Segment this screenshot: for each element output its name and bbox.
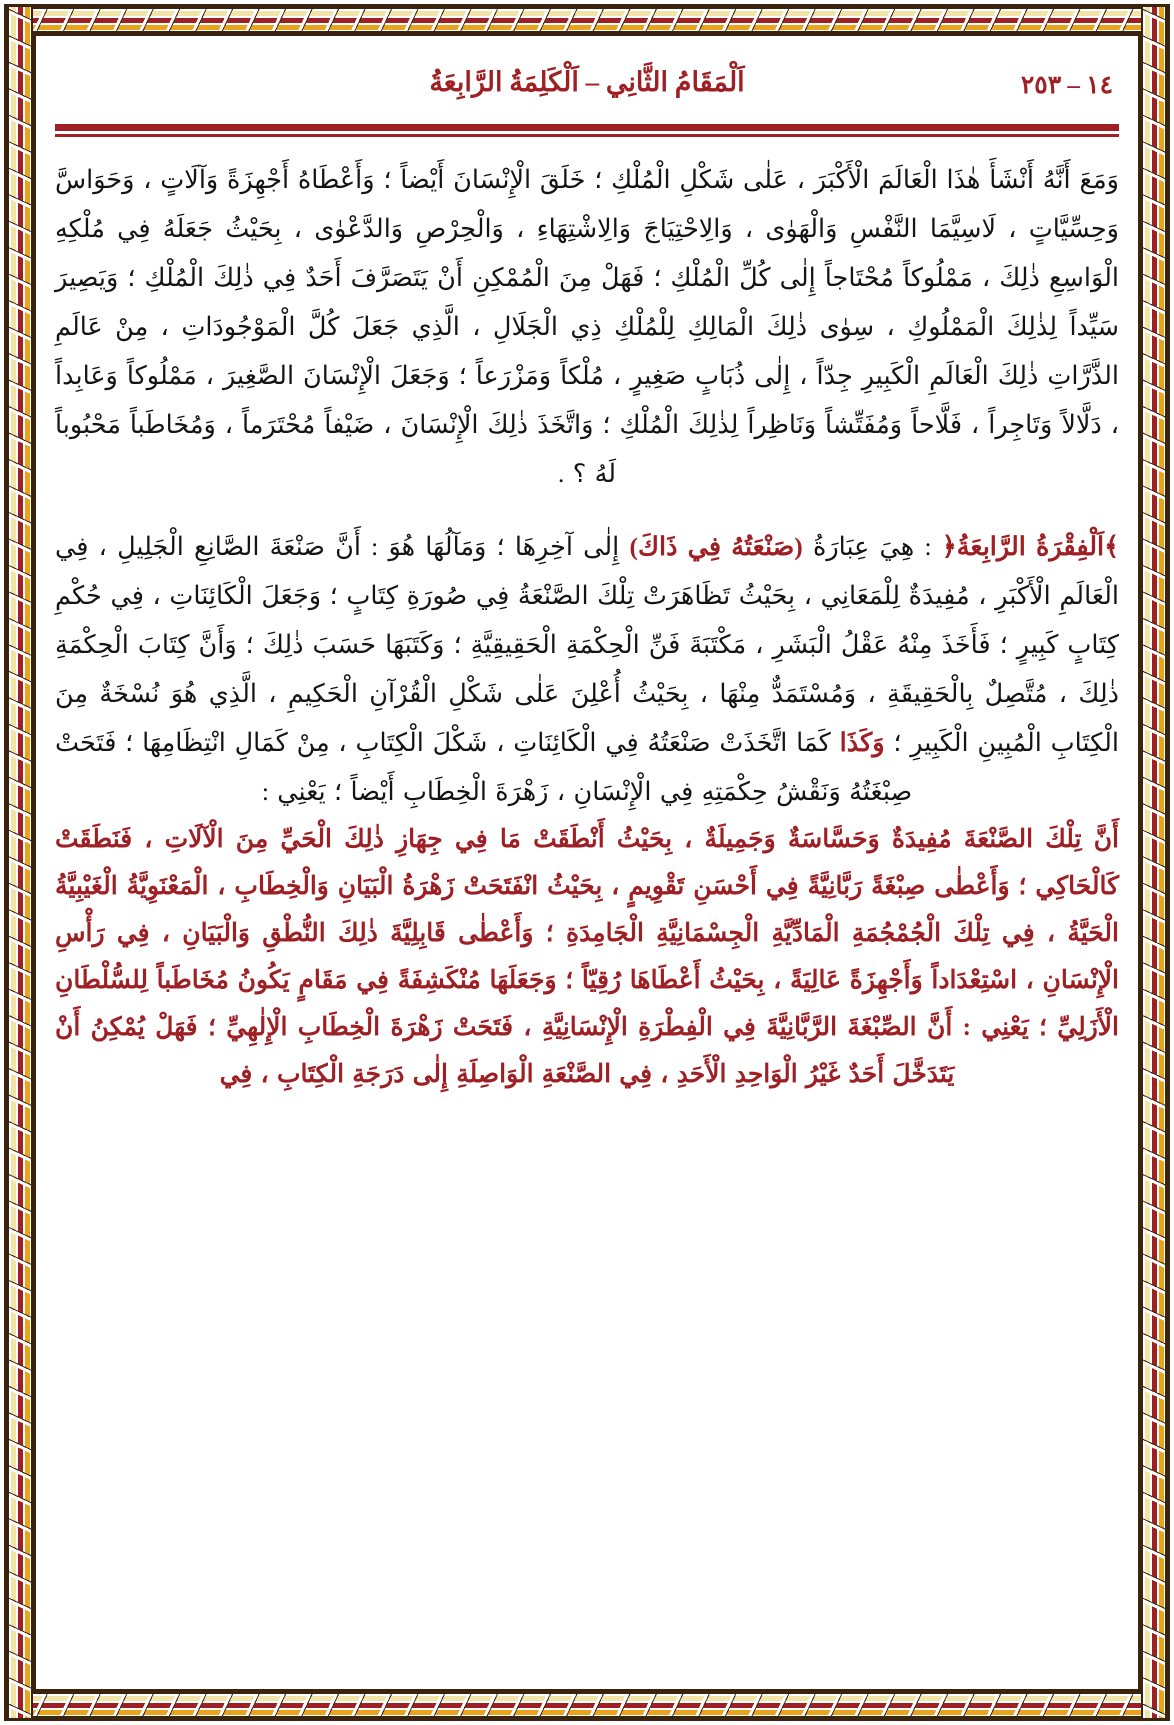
highlighted-word-wakatha: وَكَذَا xyxy=(839,728,885,757)
section-bracket-close: ﴿ xyxy=(941,532,957,561)
page-content xyxy=(55,52,1119,1681)
section-bracket-open: ﴾ xyxy=(1104,532,1120,561)
header-rule-thin xyxy=(55,134,1119,137)
header-rule-thick xyxy=(55,124,1119,131)
body-paragraph-1: وَمَعَ أَنَّهُ أَنْشَأَ هٰذَا الْعَالَمَ الْأَكْبَرَ ، عَلٰى شَكْلِ الْمُلْكِ ؛ خَلَقَ الْإِنْسَانَ أَيْضاً ؛ وَأَعْطَاهُ أَجْهِزَةً وَآلَاتٍ ، وَحَوَاسَّ وَحِسِّيَّاتٍ ، لَاسِيَّمَا النَّفْسِ وَالْهَوٰى ، وَالِاحْتِيَاجَ وَالِاشْتِهَاءِ ، وَالْحِرْصِ وَالدَّعْوٰى ، بِحَيْثُ جَعَلَهُ فِي مُلْكِهِ الْوَاسِعِ ذٰلِكَ ، مَمْلُوكاً مُحْتَاجاً إِلٰى كُلِّ الْمُلْكِ ؛ فَهَلْ مِنَ الْمُمْكِنِ أَنْ يَتَصَرَّفَ أَحَدٌ فِي ذٰلِكَ الْمُلْكِ ؛ وَيَصِيرَ سَيِّداً لِذٰلِكَ الْمَمْلُوكِ ، سِوٰى ذٰلِكَ الْمَالِكِ لِلْمُلْكِ ذِي الْجَلَالِ ، الَّذِي جَعَلَ كُلَّ الْمَوْجُودَاتِ ، مِنْ عَالَمِ الذَّرَّاتِ ذٰلِكَ الْعَالَمِ الْكَبِيرِ جِدّاً ، إِلٰى ذُبَابٍ صَغِيرٍ ، مُلْكاً وَمَزْرَعاً ؛ وَجَعَلَ الْإِنْسَانَ الصَّغِيرَ ، مَمْلُوكاً وَعَابِداً ، دَلَّالاً وَتَاجِراً ، فَلَّاحاً وَمُفَتِّشاً وَنَاظِراً لِذٰلِكَ الْمُلْكِ ؛ وَاتَّخَذَ ذٰلِكَ الْإِنْسَانَ ، ضَيْفاً مُحْتَرَماً ، وَمُخَاطَباً مَحْبُوباً لَهُ ؟ . xyxy=(55,165,1119,488)
page-body xyxy=(55,155,1119,1098)
body-paragraph-2-part-a: صَنْعَةَ الصَّانِعِ الْجَلِيلِ ، فِي الْعَالَمِ الْأَكْبَرِ ، مُفِيدَةٌ لِلْمَعَانِي ، بِحَيْثُ تَظَاهَرَتْ تِلْكَ الصَّنْعَةُ فِي صُورَةِ كِتَابٍ ؛ وَجَعَلَ الْكَائِنَاتِ ، فِي حُكْمِ كِتَابٍ كَبِيرٍ ؛ فَأَخَذَ مِنْهُ عَقْلُ الْبَشَرِ ، مَكْتَبَةَ فَنِّ الْحِكْمَةِ الْحَقِيقِيَّةِ ؛ وَكَتَبَهَا حَسَبَ ذٰلِكَ ؛ وَأَنَّ كِتَابَ الْحِكْمَةِ ذٰلِكَ ، مُتَّصِلٌ بِالْحَقِيقَةِ ، وَمُسْتَمَدٌّ مِنْهَا ، بِحَيْثُ أُعْلِنَ عَلٰى شَكْلِ الْقُرْآنِ الْحَكِيمِ ، الَّذِي هُوَ نُسْخَةٌ مِنَ الْكِتَابِ الْمُبِينِ الْكَبِيرِ ؛ xyxy=(55,532,1120,757)
page-header xyxy=(55,52,1119,120)
page-number: ١٤ – ٢٥٣ xyxy=(1020,72,1113,99)
body-paragraph-2 xyxy=(55,522,1119,816)
section-title: اَلْفِقْرَةُ الرَّابِعَةُ xyxy=(956,532,1105,561)
section-lead-in: هِيَ عِبَارَةُ xyxy=(813,532,915,561)
border-braid-bottom xyxy=(7,1692,1167,1718)
border-braid-right xyxy=(1141,7,1167,1718)
section-rest: إِلٰى آخِرِهَا ؛ وَمَآلُهَا هُوَ : أَنَّ xyxy=(335,532,620,561)
header-divider-rule xyxy=(55,120,1119,137)
section-quoted-phrase: (صَنْعَتُهُ فِي ذَاكَ) xyxy=(629,532,803,561)
body-paragraph-2-part-b: كَمَا اتَّخَذَتْ صَنْعَتُهُ فِي الْكَائِنَاتِ ، شَكْلَ الْكِتَابِ ، مِنْ كَمَالِ انْتِظَامِهَا ؛ فَتَحَتْ صِبْغَتُهُ وَنَقْشُ حِكْمَتِهِ فِي الْإِنْسَانِ ، زَهْرَةَ الْخِطَابِ أَيْضاً ؛ يَعْنِي : xyxy=(55,728,913,806)
section-colon: : xyxy=(924,532,932,561)
border-braid-top xyxy=(7,7,1167,33)
body-paragraph-3-red: أَنَّ تِلْكَ الصَّنْعَةَ مُفِيدَةٌ وَحَسَّاسَةٌ وَجَمِيلَةٌ ، بِحَيْثُ أَنْطَقَتْ مَا فِي جِهَازِ ذٰلِكَ الْحَيِّ مِنَ الْآلَاتِ ، فَنَطَقَتْ كَالْحَاكِي ؛ وَأَعْطٰى صِبْغَةً رَبَّانِيَّةً فِي أَحْسَنِ تَقْوِيمٍ ، بِحَيْثُ انْفَتَحَتْ زَهْرَةُ الْبَيَانِ وَالْخِطَابِ ، الْمَعْنَوِيَّةُ الْغَيْبِيَّةُ الْحَيَّةُ ، فِي تِلْكَ الْجُمْجُمَةِ الْمَادِّيَّةِ الْجِسْمَانِيَّةِ الْجَامِدَةِ ؛ وَأَعْطٰى قَابِلِيَّةَ ذٰلِكَ النُّطْقِ وَالْبَيَانِ ، فِي رَأْسِ الْإِنْسَانِ ، اسْتِعْدَاداً وَأَجْهِزَةً عَالِيَةً ، بِحَيْثُ أَعْطَاهَا رُقِيّاً ؛ وَجَعَلَهَا مُنْكَشِفَةً فِي مَقَامٍ يَكُونُ مُخَاطَباً لِلسُّلْطَانِ الْأَزَلِيِّ ؛ يَعْنِي : أَنَّ الصِّبْغَةَ الرَّبَّانِيَّةَ فِي الْفِطْرَةِ الْإِنْسَانِيَّةِ ، فَتَحَتْ زَهْرَةَ الْخِطَابِ الْإِلٰهِيِّ ؛ فَهَلْ يُمْكِنُ أَنْ يَتَدَخَّلَ أَحَدٌ غَيْرُ الْوَاحِدِ الْأَحَدِ ، فِي الصَّنْعَةِ الْوَاصِلَةِ إِلٰى دَرَجَةِ الْكِتَابِ ، فِي xyxy=(55,826,1119,1088)
page-title: اَلْمَقَامُ الثَّانِي – اَلْكَلِمَةُ الرَّابِعَةُ xyxy=(429,67,745,97)
border-braid-left xyxy=(7,7,33,1718)
paragraph-spacer xyxy=(55,498,1119,522)
